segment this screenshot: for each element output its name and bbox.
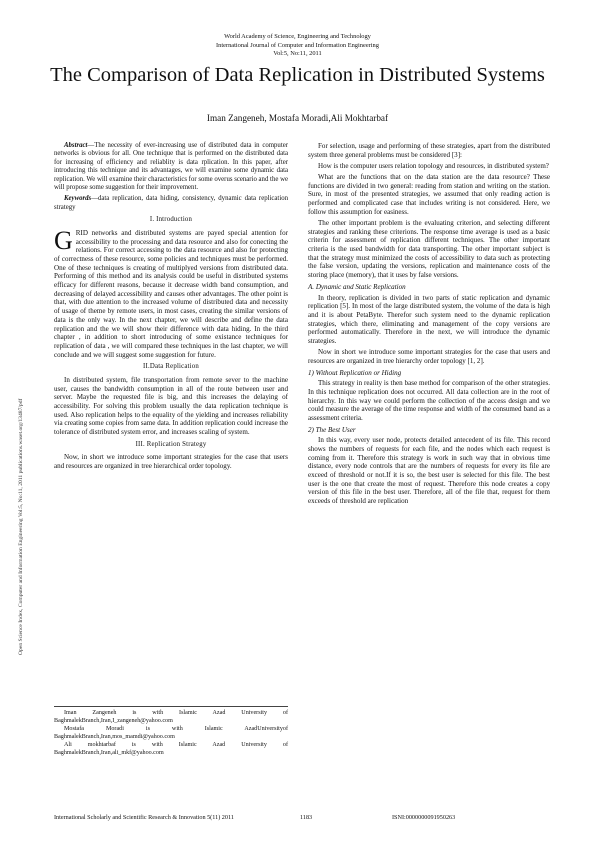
journal-header-line: Vol:5, No:11, 2011	[273, 50, 322, 58]
body-paragraph: What are the functions that on the data station are the data resource? These functions are divided in two general: reading from station and writing on the station. Sure, in most of the presented strategies, we assumed that only reading action is performed and complicated case that includes writing is not considered. Here, we follow this assumption for easiness.	[308, 173, 550, 216]
journal-header	[0, 33, 595, 59]
side-margin-text: Open Science Index, Computer and Information Engineering Vol:5, No:11, 2011 publications.waset.org/13487/pdf	[18, 398, 24, 655]
left-column	[54, 142, 288, 473]
body-paragraph: For selection, usage and performing of these strategies, apart from the distributed system three general problems must be considered [3]:	[308, 142, 550, 159]
keywords	[54, 195, 288, 212]
subsection-heading: A. Dynamic and Static Replication	[308, 282, 406, 291]
data-replication-paragraph: In distributed system, file transportation from remote sever to the machine user, causes the bandwidth consumption in all of the route between user and server. Maybe the requested file is big, and this increases the delaying of accessibility. For solving this problem usually the data replication technique is used. Also replication helps to the equality of the yielding and increases reliability via creating some copies from same data. In addition replication could increase the tolerance of distributed system error, and increases scaling of system.	[54, 375, 288, 437]
author-footnotes	[54, 706, 288, 758]
footer-publisher: International Scholarly and Scientific Research & Innovation 5(11) 2011	[54, 814, 234, 821]
page-number: 1183	[300, 814, 313, 821]
introduction-paragraph	[54, 225, 288, 359]
introduction-text: RID networks and distributed systems are payed special attention for accessibility to the processing and data resource and also for conecting the relations. For correct accessing to the data resource and also for protecting of correctness of these resource, some policies and techniques must be performed. One of these techniques is creating of multiplyed versions from distributed data. Performing of this method and its analysis could be useful in distributed systems efficacy for different reasons, because it decrease width band consumption, and decreasing of delayed accessibility and causes other advantages. The other point is that, with due attention to the increased volume of distributed data and necessity of usage of theme by remote users, in most cases, creating the similar versions of data is the only way. In the next chapter, we will describe and define the data replication and the we will show their difference with data hiding. In the third chapter , in addition to short introducing of some existance techniques for replication of data , we will compared these techniques in the last chapter, we will conclude and we will suggest some suggestion for future.	[54, 228, 288, 359]
abstract-text: —The necessity of ever-increasing use of distributed data in computer networks is obvious for all. One technique that is performed on the distributed data for increasing of efficiency and reliablity is data rplication. In this paper, after introducing this technique and its advantages, we will examine some dynamic data replication. We will examine their characteristics for some overus scenario and the we will propose some suggestion for their improvement.	[54, 142, 288, 192]
footnote: Iman Zangeneh is with Islamic Azad University of BaghmalekBranch,Iran,I_zangeneh@yahoo.com	[54, 710, 288, 724]
journal-header-line: International Journal of Computer and Information Engineering	[216, 41, 379, 49]
section-heading-data-replication: II.Data Replication	[143, 363, 199, 371]
body-paragraph: This strategy in reality is then base method for comparison of the other strategies. In this technique replication does not occurred. All data collection are in the root of hierarchy. In this way we could perform the collection of the access design and we could measure the average of the time response and width of the consumed band as a assessment criteria.	[308, 379, 550, 422]
footer-isni: ISNI:0000000091950263	[392, 814, 456, 821]
footnote: Ali mokhtarbaf is with Islamic Azad University of BaghmalekBranch,Iran,ali_mkf@yahoo.com	[54, 742, 288, 756]
body-paragraph: In this way, every user node, protects detailed antecedent of its file. This record shows the numbers of requests for each file, and the nodes which each request is coming from it. Therefore this strategy is work in such way that in obvious time distance, every node controls that are the numbers of requests for every its file are exceed of threshold or not.If it is so, the best user is selected for this file. The best user is the one that create the most of request. Therefore this node creates a copy version of this file in the best user. Therefore, all of the file that, request for them exceeds of threshold are replication	[308, 436, 550, 506]
body-paragraph: How is the computer users relation topology and resources, in distributed system?	[318, 161, 549, 170]
drop-cap: G	[54, 225, 73, 255]
abstract-label: Abstract	[64, 142, 88, 149]
replication-strategy-paragraph: Now, in short we introduce some important strategies for the case that users and resources are organized in tree hierarchical order topology.	[54, 453, 288, 471]
section-heading-replication-strategy: III. Replication Strategy	[135, 440, 207, 448]
section-heading-introduction: I. Introduction	[149, 216, 193, 224]
paper-title: The Comparison of Data Replication in Distributed Systems	[50, 64, 545, 86]
footnote: Mostafa Moradi is with Islamic AzadUniversityof BaghmalekBranch,Iran,mos_mamdi@yahoo.com	[54, 726, 288, 740]
keywords-label: Keywords	[64, 195, 92, 203]
right-column	[308, 142, 550, 508]
keywords-text: —data replication, data hiding, consistency, dynamic data replication strategy	[54, 195, 288, 211]
body-paragraph: Now in short we introduce some important strategies for the case that users and resources are organized in tree hierarchy order topology [1, 2].	[308, 348, 550, 365]
subsubsection-heading: 1) Without Replication or Hiding	[308, 368, 402, 377]
body-paragraph: In theory, replication is divided in two parts of static replication and dynamic replication [5]. In most of the large distributed system, the volume of the data is high and it is about PetaByte. Therefor such system need to the dynamic replication strategies, which there, eliminating and management of the copy versions are performed automatically. Therefore in the next, we will introduce the dynamic strategies.	[308, 293, 550, 345]
journal-header-line: World Academy of Science, Engineering and Technology	[224, 33, 371, 40]
body-paragraph: The other important problem is the evaluating criterion, and selecting different strategies and ranking these criterions. The response time average is used as a basic criterin for assessment of replication different techniques. The other important criteria is the used bandwidth for data transporting. The other important subject is that the strategy must minimized the costs of accessibility to data such as protecting the false version, updating the versions, replication and maintenance costs of the storing place (memory), that it uses by false versions.	[308, 219, 550, 280]
abstract	[54, 142, 288, 192]
subsubsection-heading: 2) The Best User	[308, 425, 356, 434]
paper-authors: Iman Zangeneh, Mostafa Moradi,Ali Mokhtarbaf	[206, 113, 389, 123]
